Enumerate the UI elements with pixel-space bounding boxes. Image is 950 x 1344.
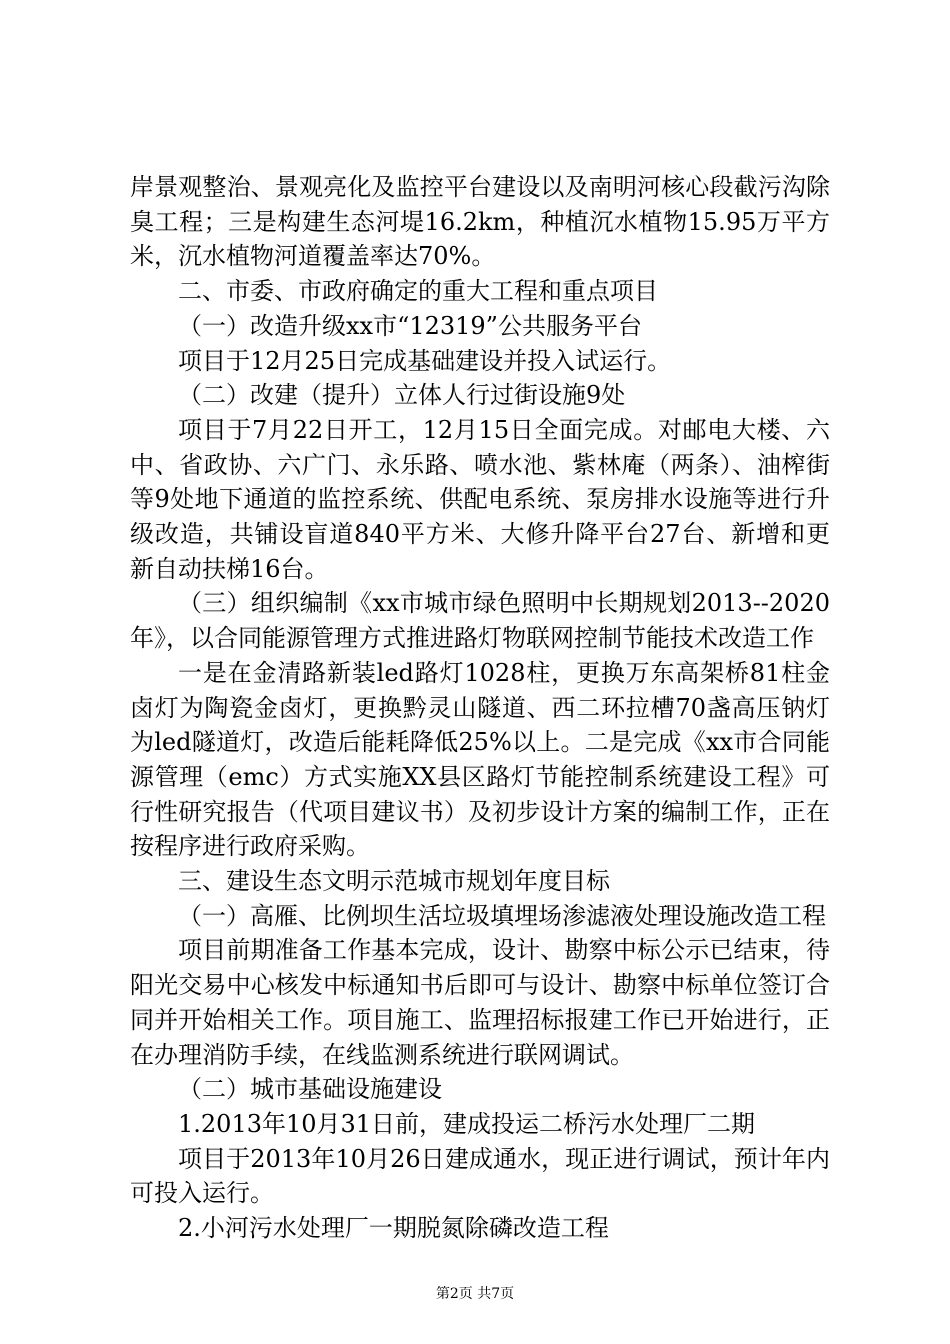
subsection-heading-2-3: （三）组织编制《xx市城市绿色照明中长期规划2013--2020年》，以合同能源管理方式推进路灯物联网控制节能技术改造工作 bbox=[130, 589, 830, 653]
subsection-heading-2-1: （一）改造升级xx市“12319”公共服务平台 bbox=[178, 311, 642, 340]
paragraph: 项目于12月25日完成基础建设并投入试运行。 bbox=[178, 346, 672, 375]
subsection-heading-2-2: （二）改建（提升）立体人行过街设施9处 bbox=[178, 381, 626, 410]
section-heading-3: 三、建设生态文明示范城市规划年度目标 bbox=[178, 867, 610, 896]
paragraph: 项目于2013年10月26日建成通水，现正进行调试，预计年内可投入运行。 bbox=[130, 1144, 830, 1208]
paragraph: 项目前期准备工作基本完成，设计、勘察中标公示已结束，待阳光交易中心核发中标通知书后即可与设计、勘察中标单位签订合同并开始相关工作。项目施工、监理招标报建工作已开始进行，正在办理消防手续，在线监测系统进行联网调试。 bbox=[130, 936, 830, 1069]
list-item-2: 2.小河污水处理厂一期脱氮除磷改造工程 bbox=[178, 1214, 609, 1243]
section-heading-2: 二、市委、市政府确定的重大工程和重点项目 bbox=[178, 277, 658, 306]
subsection-heading-3-1: （一）高雁、比例坝生活垃圾填埋场渗滤液处理设施改造工程 bbox=[178, 901, 826, 930]
subsection-heading-3-2: （二）城市基础设施建设 bbox=[178, 1075, 442, 1104]
paragraph-continuation: 岸景观整治、景观亮化及监控平台建设以及南明河核心段截污沟除臭工程；三是构建生态河堤16.2km，种植沉水植物15.95万平方米，沉水植物河道覆盖率达70%。 bbox=[130, 173, 830, 271]
document-body bbox=[130, 170, 830, 1246]
paragraph: 项目于7月22日开工，12月15日全面完成。对邮电大楼、六中、省政协、六广门、永乐路、喷水池、紫林庵（两条）、油榨街等9处地下通道的监控系统、供配电系统、泵房排水设施等进行升级改造，共铺设盲道840平方米、大修升降平台27台、新增和更新自动扶梯16台。 bbox=[130, 415, 830, 583]
page-footer: 第2页 共7页 bbox=[435, 1286, 515, 1302]
paragraph: 一是在金清路新装led路灯1028柱，更换万东高架桥81柱金卤灯为陶瓷金卤灯，更换黔灵山隧道、西二环拉槽70盏高压钠灯为led隧道灯，改造后能耗降低25%以上。二是完成《xx市合同能源管理（emc）方式实施XX县区路灯节能控制系统建设工程》可行性研究报告（代项目建议书）及初步设计方案的编制工作，正在按程序进行政府采购。 bbox=[130, 658, 830, 861]
list-item-1: 1.2013年10月31日前，建成投运二桥污水处理厂二期 bbox=[178, 1109, 756, 1138]
